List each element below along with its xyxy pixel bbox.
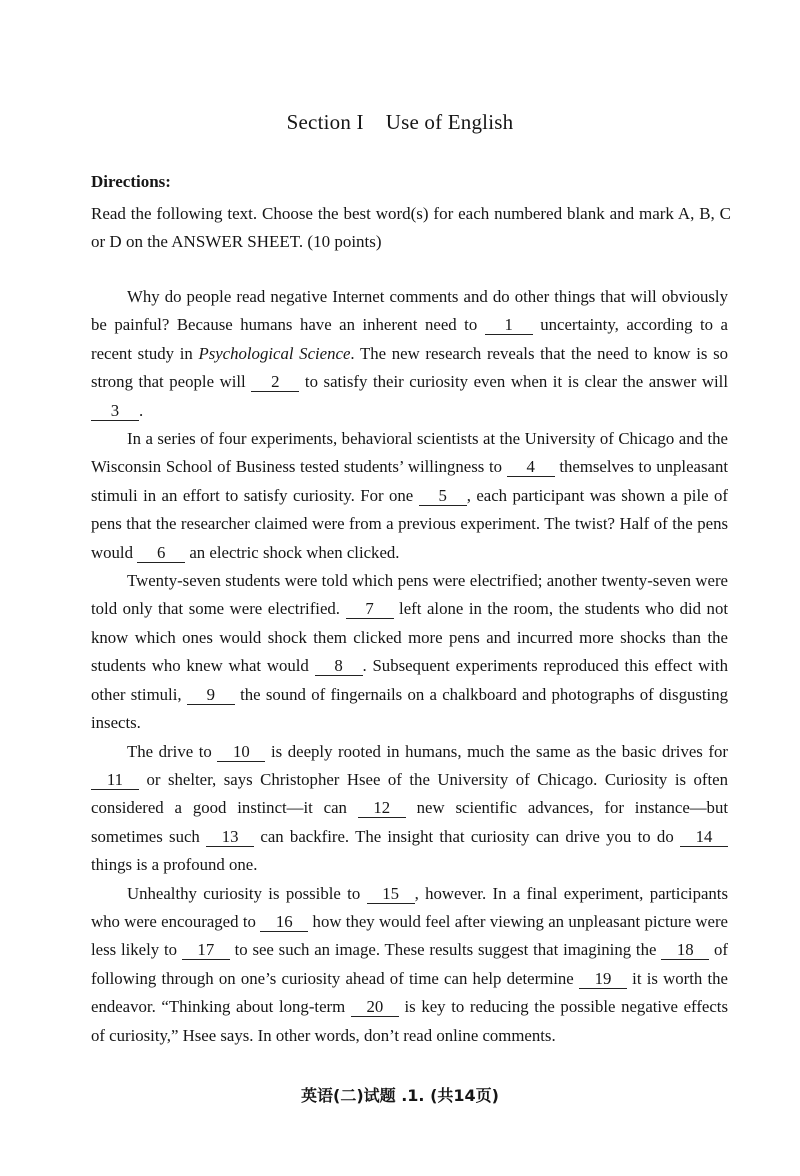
directions-heading: Directions: xyxy=(91,172,171,191)
paragraph-2: In a series of four experiments, behavioral scientists at the University of Chicago and the Wisconsin School of Business tested students’ willingness to 4 themselves to unpleasant stimuli in an effort to satisfy curiosity. For one 5 , each participant was shown a pile of pens that the researcher claimed were from a previous experiment. The twist? Half of the pens would 6 an electric shock when clicked. xyxy=(91,429,729,562)
section-name: Use of English xyxy=(385,110,514,134)
paragraph-4: The drive to 10 is deeply rooted in humans, much the same as the basic drives for 11 or shelter, says Christopher Hsee of the University of Chicago. Curiosity is often considered a good instinct—it can 12 new scientific advances, for instance—but sometimes such 13 can backfire. The insight that curiosity can drive you to do 14 things is a profound one. xyxy=(91,741,729,875)
page-footer: 英语(二)试题 .1. (共14页) xyxy=(301,1086,499,1105)
blank-10: 10 xyxy=(217,743,265,762)
section-title xyxy=(0,110,800,135)
paragraph-3: Twenty-seven students were told which pens were electrified; another twenty-seven were told only that some were electrified. 7 left alone in the room, the students who did not know which ones would shock them clicked more pens and incurred more shocks than the students who knew what would 8 . Subsequent experiments reproduced this effect with other stimuli, 9 the sound of fingernails on a chalkboard and photographs of disgusting insects. xyxy=(91,571,729,733)
blank-11: 11 xyxy=(91,771,139,790)
directions-text: Read the following text. Choose the best word(s) for each numbered blank and mark A, B, C or D on the ANSWER SHEET. (10 points) xyxy=(91,204,731,251)
blank-16: 16 xyxy=(260,913,308,932)
blank-14: 14 xyxy=(680,828,728,847)
blank-20: 20 xyxy=(351,998,399,1017)
paragraph-5: Unhealthy curiosity is possible to 15 , however. In a final experiment, participants who were encouraged to 16 how they would feel after viewing an unpleasant picture were less likely to 17 to see such an image. These results suggest that imagining the 18 of following through on one’s curiosity ahead of time can help determine 19 it is worth the endeavor. “Thinking about long-term 20 is key to reducing the possible negative effects of curiosity,” Hsee says. In other words, don’t read online comments. xyxy=(91,883,729,1045)
blank-9: 9 xyxy=(187,686,235,705)
blank-2: 2 xyxy=(251,373,299,392)
blank-4: 4 xyxy=(507,458,555,477)
journal-title: Psychological Science xyxy=(198,343,351,363)
blank-6: 6 xyxy=(137,544,185,563)
blank-8: 8 xyxy=(315,657,363,676)
blank-1: 1 xyxy=(485,316,533,335)
blank-13: 13 xyxy=(206,828,254,847)
section-label: Section I xyxy=(286,110,364,134)
blank-19: 19 xyxy=(579,970,627,989)
blank-17: 17 xyxy=(182,941,230,960)
blank-12: 12 xyxy=(358,799,406,818)
blank-15: 15 xyxy=(367,885,415,904)
paragraph-1: Why do people read negative Internet comments and do other things that will obviously be painful? Because humans have an inherent need to 1 uncertainty, according to a recent study in Psychological Science. The new research reveals that the need to know is so strong that people will 2 to satisfy their curiosity even when it is clear the answer will 3 . xyxy=(91,287,729,420)
blank-3: 3 xyxy=(91,402,139,421)
blank-7: 7 xyxy=(346,600,394,619)
blank-18: 18 xyxy=(661,941,709,960)
passage xyxy=(91,283,728,1050)
blank-5: 5 xyxy=(419,487,467,506)
